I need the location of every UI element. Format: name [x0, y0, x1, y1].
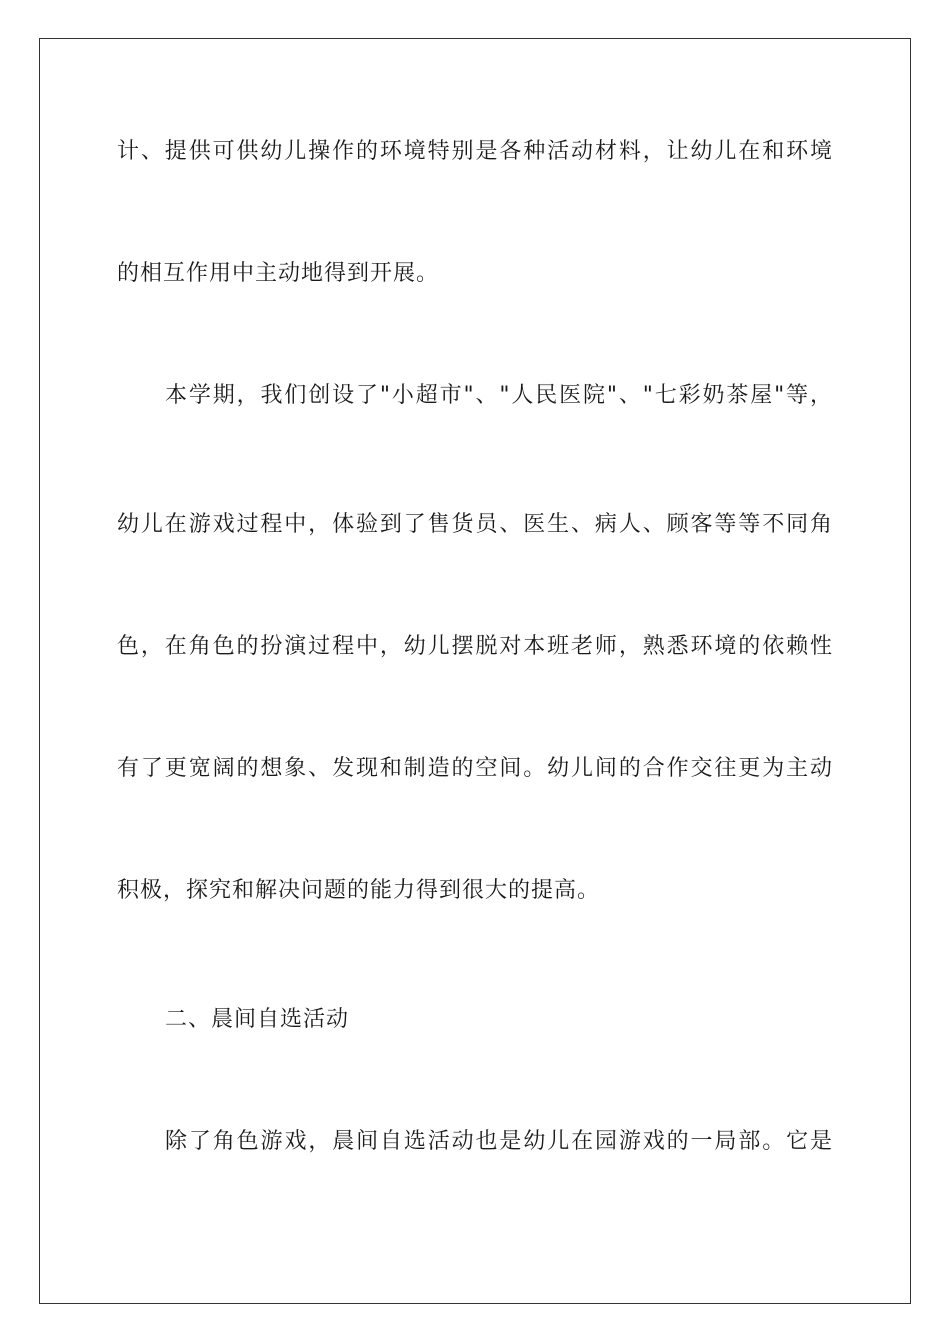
paragraph-line-4: 幼儿在游戏过程中，体验到了售货员、医生、病人、顾客等等不同角	[117, 512, 833, 537]
paragraph-line-1: 计、提供可供幼儿操作的环境特别是各种活动材料，让幼儿在和环境	[117, 139, 833, 164]
paragraph-line-3: 本学期，我们创设了"小超市"、"人民医院"、"七彩奶茶屋"等，	[165, 383, 833, 408]
paragraph-line-6: 有了更宽阔的想象、发现和制造的空间。幼儿间的合作交往更为主动	[117, 756, 833, 781]
paragraph-line-9: 除了角色游戏，晨间自选活动也是幼儿在园游戏的一局部。它是	[165, 1129, 833, 1154]
page-border	[39, 38, 911, 1304]
paragraph-line-2: 的相互作用中主动地得到开展。	[117, 261, 440, 286]
section-heading: 二、晨间自选活动	[165, 1007, 350, 1032]
paragraph-line-5: 色，在角色的扮演过程中，幼儿摆脱对本班老师，熟悉环境的依赖性	[117, 634, 833, 659]
paragraph-line-7: 积极，探究和解决问题的能力得到很大的提高。	[117, 878, 601, 903]
